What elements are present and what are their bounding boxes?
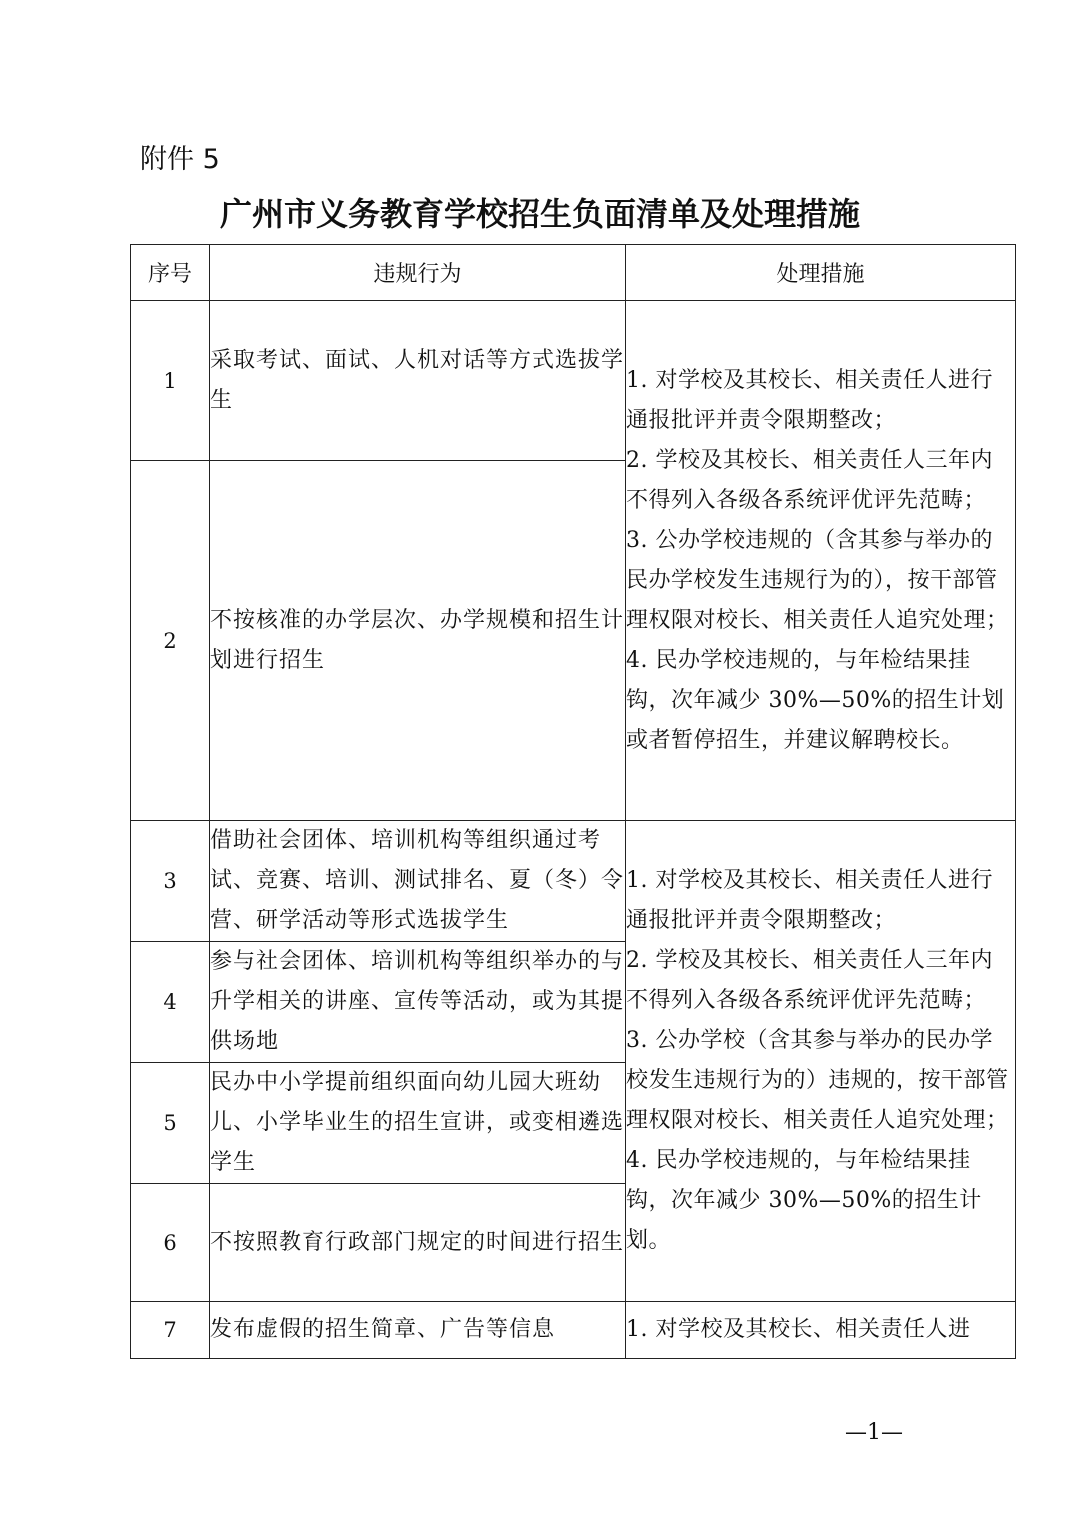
row-violation: 不按照教育行政部门规定的时间进行招生 <box>210 1184 626 1302</box>
header-measures: 处理措施 <box>626 245 1016 301</box>
page-number: —1— <box>845 1420 903 1445</box>
measures-cell <box>626 821 1016 1302</box>
measure-item: 2. 学校及其校长、相关责任人三年内不得列入各级各系统评优评先范畴； <box>626 948 993 1013</box>
header-index: 序号 <box>131 245 210 301</box>
row-violation: 采取考试、面试、人机对话等方式选拔学生 <box>210 301 626 461</box>
measure-item: 4. 民办学校违规的，与年检结果挂钩，次年减少 30%—50%的招生计划或者暂停招生，并建议解聘校长。 <box>626 647 1005 753</box>
row-violation: 参与社会团体、培训机构等组织举办的与升学相关的讲座、宣传等活动，或为其提供场地 <box>210 942 626 1063</box>
row-violation: 民办中小学提前组织面向幼儿园大班幼儿、小学毕业生的招生宣讲，或变相遴选学生 <box>210 1063 626 1184</box>
measure-item: 4. 民办学校违规的，与年检结果挂钩，次年减少 30%—50%的招生计划。 <box>626 1148 982 1253</box>
row-number: 2 <box>131 461 210 821</box>
header-violation: 违规行为 <box>210 245 626 301</box>
page-title: 广州市义务教育学校招生负面清单及处理措施 <box>219 195 860 233</box>
row-violation: 发布虚假的招生简章、广告等信息 <box>210 1302 626 1359</box>
row-number: 7 <box>131 1302 210 1359</box>
measure-item: 1. 对学校及其校长、相关责任人进行通报批评并责令限期整改； <box>626 868 993 933</box>
row-number: 5 <box>131 1063 210 1184</box>
row-violation: 不按核准的办学层次、办学规模和招生计划进行招生 <box>210 461 626 821</box>
measure-item: 3. 公办学校（含其参与举办的民办学校发生违规行为的）违规的，按干部管理权限对校长、相关责任人追究处理； <box>626 1028 1009 1133</box>
measure-item: 1. 对学校及其校长、相关责任人进 <box>626 1317 971 1342</box>
attachment-label: 附件 5 <box>140 144 220 175</box>
table-row <box>131 821 1016 942</box>
row-number: 6 <box>131 1184 210 1302</box>
measures-cell <box>626 1302 1016 1359</box>
table-row <box>131 301 1016 461</box>
negative-list-table <box>130 244 1016 1359</box>
row-number: 4 <box>131 942 210 1063</box>
table-header-row <box>131 245 1016 301</box>
table-row <box>131 1302 1016 1359</box>
measure-item: 3. 公办学校违规的（含其参与举办的民办学校发生违规行为的），按干部管理权限对校长、相关责任人追究处理； <box>626 527 1009 633</box>
measures-cell <box>626 301 1016 821</box>
measure-item: 2. 学校及其校长、相关责任人三年内不得列入各级各系统评优评先范畴； <box>626 447 993 513</box>
row-number: 1 <box>131 301 210 461</box>
row-number: 3 <box>131 821 210 942</box>
row-violation: 借助社会团体、培训机构等组织通过考试、竞赛、培训、测试排名、夏（冬）令营、研学活动等形式选拔学生 <box>210 821 626 942</box>
measure-item: 1. 对学校及其校长、相关责任人进行通报批评并责令限期整改； <box>626 367 993 433</box>
